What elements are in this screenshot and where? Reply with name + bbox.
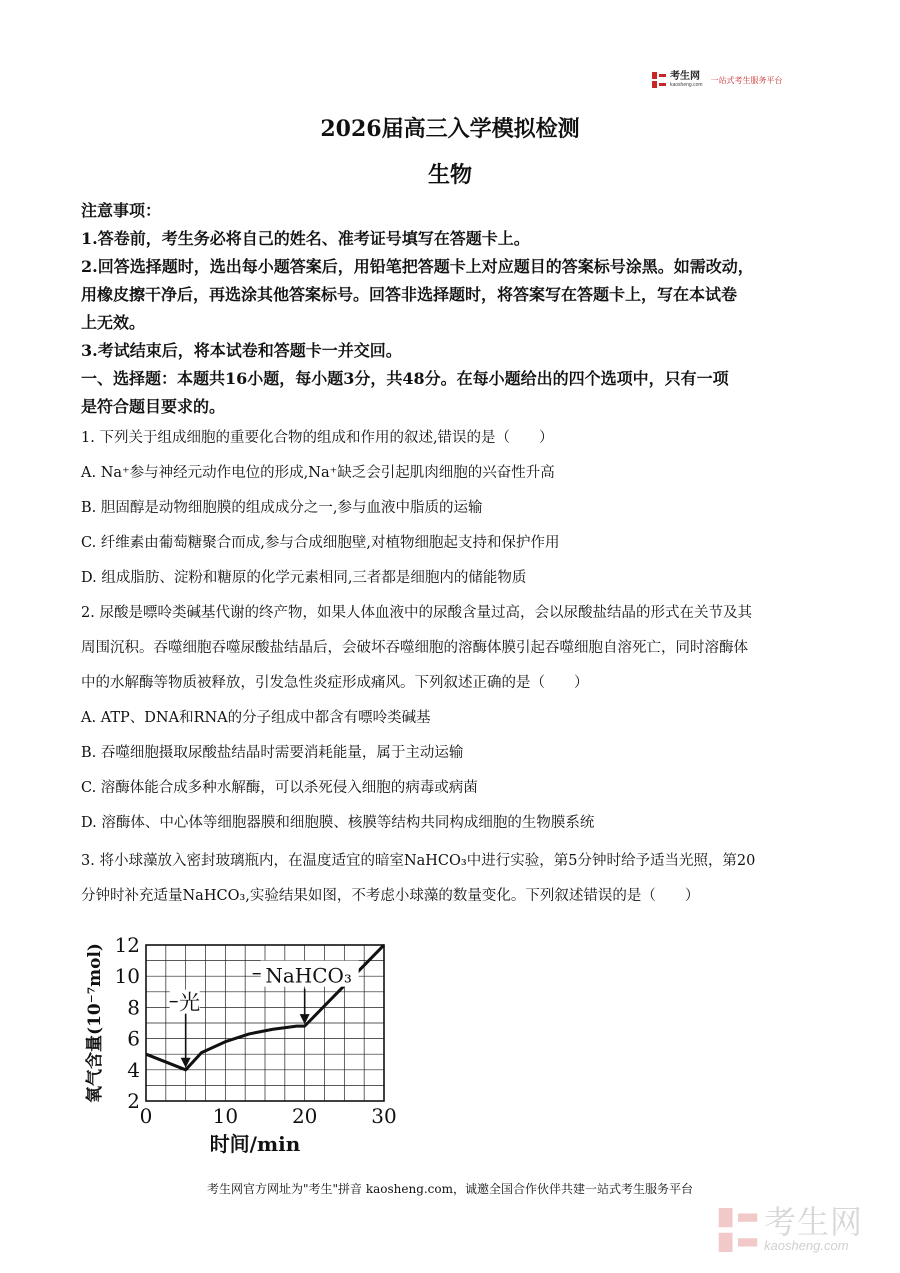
question-3-stem: 分钟时补充适量NaHCO₃,实验结果如图，不考虑小球藻的数量变化。下列叙述错误的是（ ） xyxy=(81,888,700,904)
annotation-nahco3-label: NaHCO₃ xyxy=(265,963,352,988)
brand-name: 考生网 xyxy=(670,71,700,82)
x-tick-labels xyxy=(140,1104,397,1128)
watermark-name: 考生网 xyxy=(764,1203,864,1241)
question-2-option-c: C. 溶酶体能合成多种水解酶，可以杀死侵入细胞的病毒或病菌 xyxy=(81,780,478,796)
notice-item: 用橡皮擦干净后，再选涂其他答案标号。回答非选择题时，将答案写在答题卡上，写在本试卷 xyxy=(81,285,738,304)
question-2-stem: 中的水解酶等物质被释放，引发急性炎症形成痛风。下列叙述正确的是（ ） xyxy=(81,675,589,691)
section-heading-cont: 是符合题目要求的。 xyxy=(81,397,226,416)
question-1-option-b: B. 胆固醇是动物细胞膜的组成成分之一,参与血液中脂质的运输 xyxy=(81,500,483,516)
brand-text xyxy=(670,72,703,88)
notice-item: 3.考试结束后，将本试卷和答题卡一并交回。 xyxy=(81,341,402,360)
notice-item: 1.答卷前，考生务必将自己的姓名、准考证号填写在答题卡上。 xyxy=(81,229,530,248)
brand-logo-icon xyxy=(652,72,666,88)
brand-slogan: 一站式考生服务平台 xyxy=(710,75,783,85)
question-2-option-b: B. 吞噬细胞摄取尿酸盐结晶时需要消耗能量，属于主动运输 xyxy=(81,745,464,761)
x-tick-label: 10 xyxy=(212,1104,239,1128)
footer-text: 考生网官方网址为"考生"拼音 kaosheng.com，诚邀全国合作伙伴共建一站式考生服务平台 xyxy=(206,1182,694,1196)
watermark-text xyxy=(764,1203,864,1253)
subject-title: 生物 xyxy=(427,162,472,188)
annotation-light-label: 光 xyxy=(179,990,201,1015)
y-tick-label: 6 xyxy=(127,1026,140,1051)
brand-domain: kaosheng.com xyxy=(670,82,703,88)
question-1-option-d: D. 组成脂肪、淀粉和糖原的化学元素相同,三者都是细胞内的储能物质 xyxy=(81,570,527,586)
question-1-option-a: A. Na⁺参与神经元动作电位的形成,Na⁺缺乏会引起肌肉细胞的兴奋性升高 xyxy=(81,465,555,481)
y-tick-labels xyxy=(115,933,140,1113)
y-tick-label: 2 xyxy=(127,1089,140,1113)
y-tick-label: 8 xyxy=(127,995,140,1020)
question-2-option-a: A. ATP、DNA和RNA的分子组成中都含有嘌呤类碱基 xyxy=(81,710,431,726)
question-2-stem: 周围沉积。吞噬细胞吞噬尿酸盐结晶后，会破坏吞噬细胞的溶酶体膜引起吞噬细胞自溶死亡，同时溶酶体 xyxy=(81,640,748,656)
y-tick-label: 12 xyxy=(114,933,140,957)
y-axis-label: 氧气含量(10⁻⁷mol) xyxy=(85,943,105,1103)
question-2-option-d: D. 溶酶体、中心体等细胞器膜和细胞膜、核膜等结构共同构成细胞的生物膜系统 xyxy=(81,815,595,831)
question-2-stem: 2. 尿酸是嘌呤类碱基代谢的终产物，如果人体血液中的尿酸含量过高，会以尿酸盐结晶的形式在关节及其 xyxy=(81,605,752,621)
watermark-logo-icon xyxy=(718,1208,758,1252)
question-3-stem: 3. 将小球藻放入密封玻璃瓶内，在温度适宜的暗室NaHCO₃中进行实验，第5分钟时给予适当光照，第20 xyxy=(81,853,756,869)
chart-annotations xyxy=(170,961,359,1068)
page-title: 2026届高三入学模拟检测 xyxy=(320,116,580,142)
x-tick-label: 0 xyxy=(139,1104,153,1128)
question-1-stem: 1. 下列关于组成细胞的重要化合物的组成和作用的叙述,错误的是（ ） xyxy=(81,430,554,446)
notice-item: 上无效。 xyxy=(81,313,146,332)
watermark xyxy=(718,1203,864,1253)
oxygen-chart xyxy=(80,925,400,1160)
section-heading: 一、选择题：本题共16小题，每小题3分，共48分。在每小题给出的四个选项中，只有一项 xyxy=(81,369,729,388)
x-tick-label: 20 xyxy=(291,1104,318,1128)
x-axis-label: 时间/min xyxy=(209,1132,301,1156)
y-tick-label: 4 xyxy=(127,1057,140,1082)
watermark-domain: kaosheng.com xyxy=(764,1238,849,1253)
notice-heading: 注意事项： xyxy=(81,201,162,220)
notice-item: 2.回答选择题时，选出每小题答案后，用铅笔把答题卡上对应题目的答案标号涂黑。如需改动， xyxy=(81,257,754,276)
brand-header xyxy=(652,72,783,88)
x-tick-label: 30 xyxy=(371,1104,397,1128)
question-1-option-c: C. 纤维素由葡萄糖聚合而成,参与合成细胞壁,对植物细胞起支持和保护作用 xyxy=(81,535,560,551)
y-tick-label: 10 xyxy=(114,964,140,989)
